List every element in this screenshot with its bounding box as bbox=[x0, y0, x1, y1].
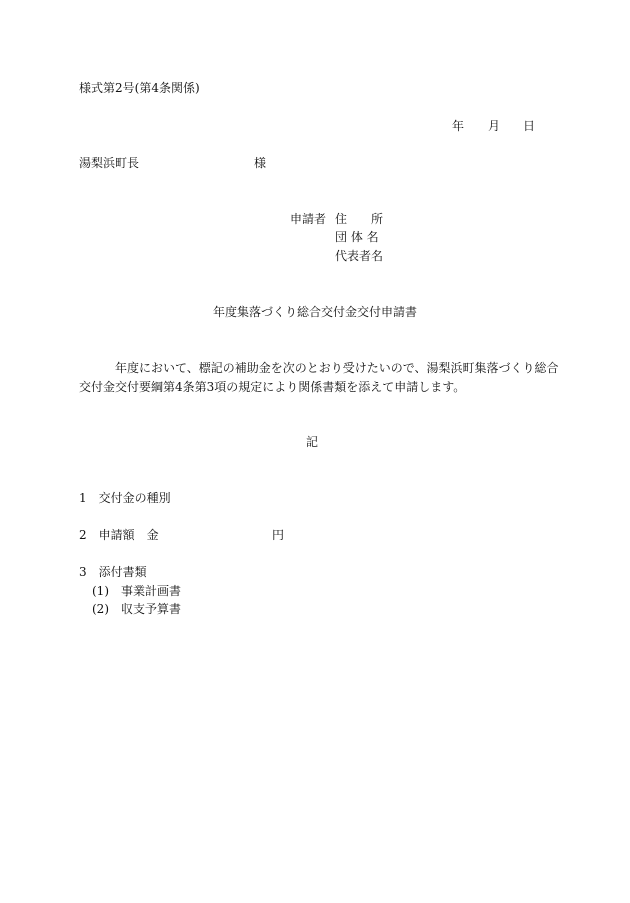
addressee-name: 湯梨浜町長 bbox=[79, 156, 140, 170]
applicant-address-label: 住 所 bbox=[335, 212, 384, 226]
form-number: 様式第2号(第4条関係) bbox=[79, 81, 200, 95]
item-grant-type: 1 交付金の種別 bbox=[79, 491, 171, 505]
item-amount-unit: 円 bbox=[272, 528, 285, 542]
attachment-item: (2) 収支予算書 bbox=[92, 602, 181, 616]
attachment-item: (1) 事業計画書 bbox=[92, 584, 181, 598]
ki-heading: 記 bbox=[306, 435, 319, 449]
applicant-representative-label: 代表者名 bbox=[335, 249, 384, 263]
item-attachments-heading: 3 添付書類 bbox=[79, 565, 147, 579]
document-title: 年度集落づくり総合交付金交付申請書 bbox=[213, 305, 418, 319]
body-line-2: 交付金交付要綱第4条第3項の規定により関係書類を添えて申請します。 bbox=[79, 380, 466, 394]
item-amount-label: 2 申請額 金 bbox=[79, 528, 159, 542]
body-line-1: 年度において、標記の補助金を次のとおり受けたいので、湯梨浜町集落づくり総合 bbox=[115, 361, 559, 375]
date-year-label: 年 bbox=[452, 119, 465, 133]
applicant-title: 申請者 bbox=[290, 212, 327, 226]
addressee-honorific: 様 bbox=[254, 156, 267, 170]
date-month-label: 月 bbox=[488, 119, 501, 133]
applicant-group-label: 団 体 名 bbox=[335, 230, 379, 244]
date-day-label: 日 bbox=[523, 119, 536, 133]
